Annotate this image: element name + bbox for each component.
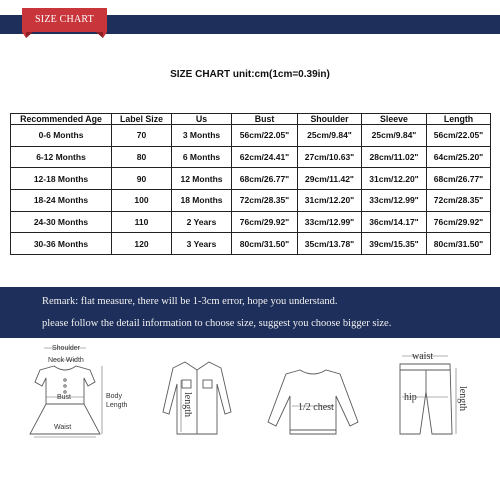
sweater-chest-label: 1/2 chest — [298, 402, 334, 413]
table-cell: 2 Years — [172, 211, 232, 233]
header-sleeve: Sleeve — [362, 114, 427, 125]
table-cell: 30-36 Months — [11, 233, 112, 255]
pants-length-label: length — [457, 386, 468, 411]
table-cell: 29cm/11.42" — [298, 168, 362, 190]
header-age: Recommended Age — [11, 114, 112, 125]
dress-body-label-1: Body — [106, 393, 122, 400]
table-cell: 72cm/28.35" — [427, 189, 491, 211]
table-cell: 56cm/22.05" — [427, 125, 491, 147]
pants-diagram — [378, 340, 500, 440]
table-cell: 3 Months — [172, 125, 232, 147]
header-bust: Bust — [232, 114, 298, 125]
table-cell: 28cm/11.02" — [362, 146, 427, 168]
dress-diagram — [2, 340, 132, 440]
dress-neck-label: Neck Width — [48, 357, 84, 364]
table-cell: 24-30 Months — [11, 211, 112, 233]
table-cell: 35cm/13.78" — [298, 233, 362, 255]
table-cell: 80cm/31.50" — [427, 233, 491, 255]
header-shoulder: Shoulder — [298, 114, 362, 125]
table-row — [11, 189, 491, 211]
remark-line-2: please follow the detail information to choose size, suggest you choose bigger size. — [42, 318, 392, 329]
table-cell: 56cm/22.05" — [232, 125, 298, 147]
table-cell: 33cm/12.99" — [298, 211, 362, 233]
table-cell: 36cm/14.17" — [362, 211, 427, 233]
pants-hip-label: hip — [404, 392, 417, 403]
table-cell: 72cm/28.35" — [232, 189, 298, 211]
dress-shoulder-label: Shoulder — [52, 345, 81, 352]
header-us: Us — [172, 114, 232, 125]
table-row — [11, 125, 491, 147]
table-cell: 25cm/9.84" — [298, 125, 362, 147]
table-cell: 27cm/10.63" — [298, 146, 362, 168]
shirt-length-label: length — [182, 392, 193, 417]
shirt-diagram — [147, 340, 247, 440]
table-cell: 33cm/12.99" — [362, 189, 427, 211]
table-cell: 76cm/29.92" — [427, 211, 491, 233]
table-cell: 100 — [112, 189, 172, 211]
table-cell: 110 — [112, 211, 172, 233]
table-row — [11, 146, 491, 168]
table-cell: 18 Months — [172, 189, 232, 211]
remark-line-1: Remark: flat measure, there will be 1-3cm error, hope you understand. — [42, 296, 338, 307]
table-cell: 70 — [112, 125, 172, 147]
table-cell: 25cm/9.84" — [362, 125, 427, 147]
table-cell: 3 Years — [172, 233, 232, 255]
table-cell: 62cm/24.41" — [232, 146, 298, 168]
table-row — [11, 233, 491, 255]
table-cell: 76cm/29.92" — [232, 211, 298, 233]
table-cell: 68cm/26.77" — [427, 168, 491, 190]
table-cell: 18-24 Months — [11, 189, 112, 211]
table-cell: 90 — [112, 168, 172, 190]
table-cell: 12 Months — [172, 168, 232, 190]
table-cell: 120 — [112, 233, 172, 255]
table-cell: 6-12 Months — [11, 146, 112, 168]
table-row — [11, 211, 491, 233]
table-cell: 6 Months — [172, 146, 232, 168]
table-cell: 31cm/12.20" — [362, 168, 427, 190]
table-row — [11, 168, 491, 190]
dress-waist-label: Waist — [54, 424, 72, 431]
table-cell: 12-18 Months — [11, 168, 112, 190]
table-cell: 0-6 Months — [11, 125, 112, 147]
sweater-diagram — [258, 340, 368, 440]
dress-bust-label: Bust — [57, 394, 72, 401]
table-header-row — [11, 114, 491, 125]
size-chart-tag-label: SIZE CHART — [35, 14, 94, 25]
table-cell: 39cm/15.35" — [362, 233, 427, 255]
pants-waist-label: waist — [412, 351, 434, 362]
header-label-size: Label Size — [112, 114, 172, 125]
table-cell: 31cm/12.20" — [298, 189, 362, 211]
remark-banner — [0, 287, 500, 338]
table-cell: 80 — [112, 146, 172, 168]
table-cell: 80cm/31.50" — [232, 233, 298, 255]
size-chart-tag — [22, 8, 107, 42]
dress-body-label-2: Length — [106, 402, 128, 409]
table-cell: 68cm/26.77" — [232, 168, 298, 190]
table-cell: 64cm/25.20" — [427, 146, 491, 168]
page-title: SIZE CHART unit:cm(1cm=0.39in) — [170, 69, 330, 80]
header-length: Length — [427, 114, 491, 125]
size-table — [10, 113, 491, 255]
